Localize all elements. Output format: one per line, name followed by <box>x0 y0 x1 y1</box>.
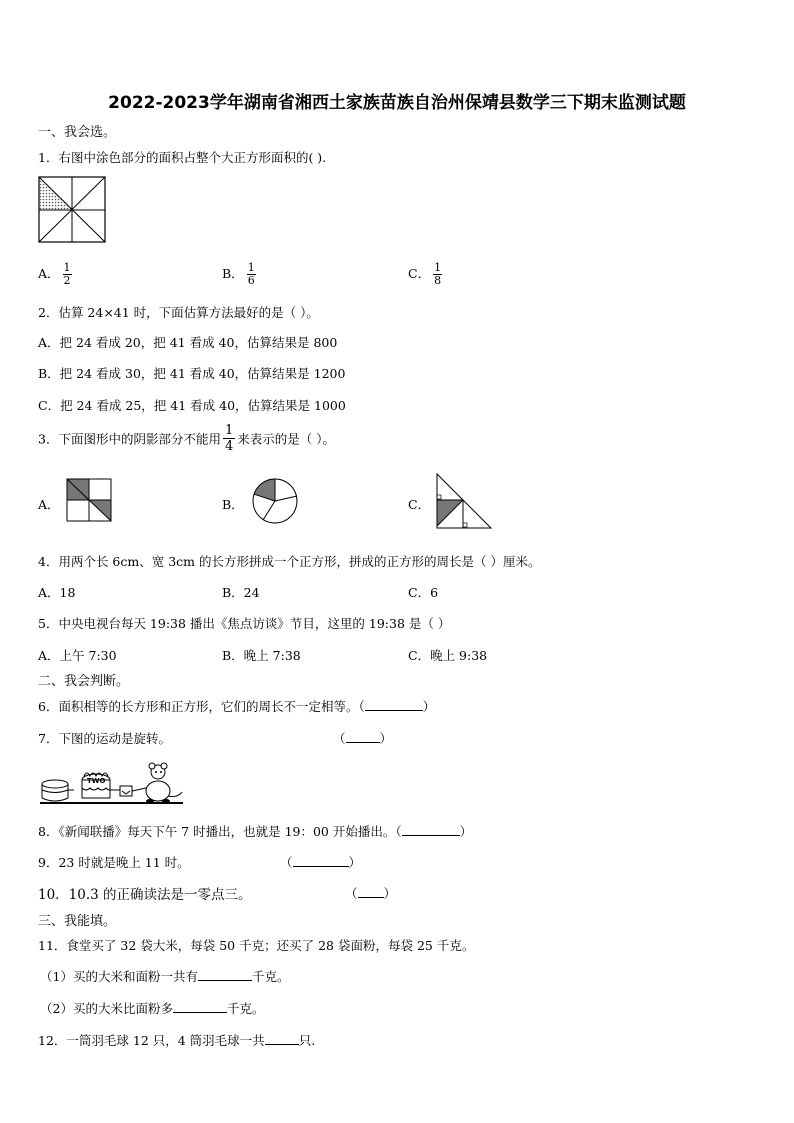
q2-option-b[interactable]: B．把 24 看成 30，把 41 看成 40，估算结果是 1200 <box>38 366 346 381</box>
q1-square-figure <box>39 177 106 243</box>
q10-answer-blank[interactable] <box>358 885 384 898</box>
q10-answer: （ ） <box>345 886 397 901</box>
q7-cartoon-figure <box>40 760 184 805</box>
question-4: 4．用两个长 6cm、宽 3cm 的长方形拼成一个正方形，拼成的正方形的周长是（ ）厘米。 <box>38 554 541 569</box>
question-11: 11．食堂买了 32 袋大米，每袋 50 千克；还买了 28 袋面粉，每袋 25 千克。 <box>38 938 475 953</box>
q1-option-a-fraction: $\frac{1}{2}$ <box>63 261 71 287</box>
q11-part-1: （1）买的大米和面粉一共有 千克。 <box>40 969 290 984</box>
question-2: 2．估算 24×41 时，下面估算方法最好的是（ ）。 <box>38 305 319 320</box>
question-7: 7．下图的运动是旋转。 <box>38 731 171 746</box>
q3-option-b-label[interactable]: B． <box>222 497 244 512</box>
q7-answer-blank[interactable] <box>346 730 380 743</box>
q1-option-a[interactable] <box>38 262 72 287</box>
question-1: 1．右图中涂色部分的面积占整个大正方形面积的( ). <box>38 150 327 165</box>
q9-answer-blank[interactable] <box>293 854 349 867</box>
q3-figure-c <box>436 473 492 529</box>
q1-option-b-fraction: $\frac{1}{6}$ <box>247 261 255 287</box>
q5-option-a[interactable]: A．上午 7:30 <box>38 648 117 663</box>
q7-cake-text: TWO <box>87 777 106 785</box>
q1-option-c-label: C． <box>408 266 431 281</box>
q7-answer: （ ） <box>333 731 393 746</box>
q11-part-2: （2）买的大米比面粉多 千克。 <box>40 1001 265 1016</box>
q2-option-a[interactable]: A．把 24 看成 20，把 41 看成 40，估算结果是 800 <box>38 335 338 350</box>
q6-answer-blank[interactable] <box>365 698 423 711</box>
q4-option-b[interactable]: B．24 <box>222 585 260 600</box>
q2-option-c[interactable]: C．把 24 看成 25，把 41 看成 40，估算结果是 1000 <box>38 398 346 413</box>
q3-figure-b <box>251 477 299 525</box>
q1-option-c[interactable] <box>408 262 442 287</box>
page-title: 2022-2023学年湖南省湘西土家族苗族自治州保靖县数学三下期末监测试题 <box>108 93 686 113</box>
section-2-heading: 二、我会判断。 <box>38 674 130 689</box>
q3-option-c-label[interactable]: C． <box>408 497 431 512</box>
q4-option-a[interactable]: A．18 <box>38 585 76 600</box>
q8-answer-blank[interactable] <box>402 823 460 836</box>
q12-answer-blank[interactable] <box>265 1032 299 1045</box>
q11-part-2-blank[interactable] <box>173 1000 227 1013</box>
question-10: 10．10.3 的正确读法是一零点三。 <box>38 887 252 903</box>
q4-option-c[interactable]: C．6 <box>408 585 439 600</box>
question-9: 9．23 时就是晚上 11 时。 <box>38 855 190 870</box>
q3-figure-a <box>67 479 112 522</box>
question-5: 5．中央电视台每天 19:38 播出《焦点访谈》节目，这里的 19:38 是（ ） <box>38 616 451 631</box>
q9-answer: （ ） <box>280 855 362 870</box>
q3-fraction: $\frac{1}{4}$ <box>224 423 234 454</box>
question-12: 12．一筒羽毛球 12 只，4 筒羽毛球一共 只. <box>38 1033 316 1048</box>
q1-option-b[interactable] <box>222 262 256 287</box>
q1-option-b-label: B． <box>222 266 244 281</box>
q1-option-c-fraction: $\frac{1}{8}$ <box>434 261 442 287</box>
section-3-heading: 三、我能填。 <box>38 914 117 929</box>
question-6: 6．面积相等的长方形和正方形，它们的周长不一定相等。（ ） <box>38 699 436 714</box>
q5-option-b[interactable]: B．晚上 7:38 <box>222 648 301 663</box>
question-3: 3．下面图形中的阴影部分不能用 $\frac{1}{4}$ 来表示的是（ ）。 <box>38 423 335 454</box>
q5-option-c[interactable]: C．晚上 9:38 <box>408 648 488 663</box>
question-8: 8．《新闻联播》每天下午 7 时播出，也就是 19：00 开始播出。（ ） <box>38 824 473 839</box>
section-1-heading: 一、我会选。 <box>38 125 117 140</box>
q1-option-a-label: A． <box>38 266 60 281</box>
q11-part-1-blank[interactable] <box>198 968 252 981</box>
q3-option-a-label[interactable]: A． <box>38 497 60 512</box>
